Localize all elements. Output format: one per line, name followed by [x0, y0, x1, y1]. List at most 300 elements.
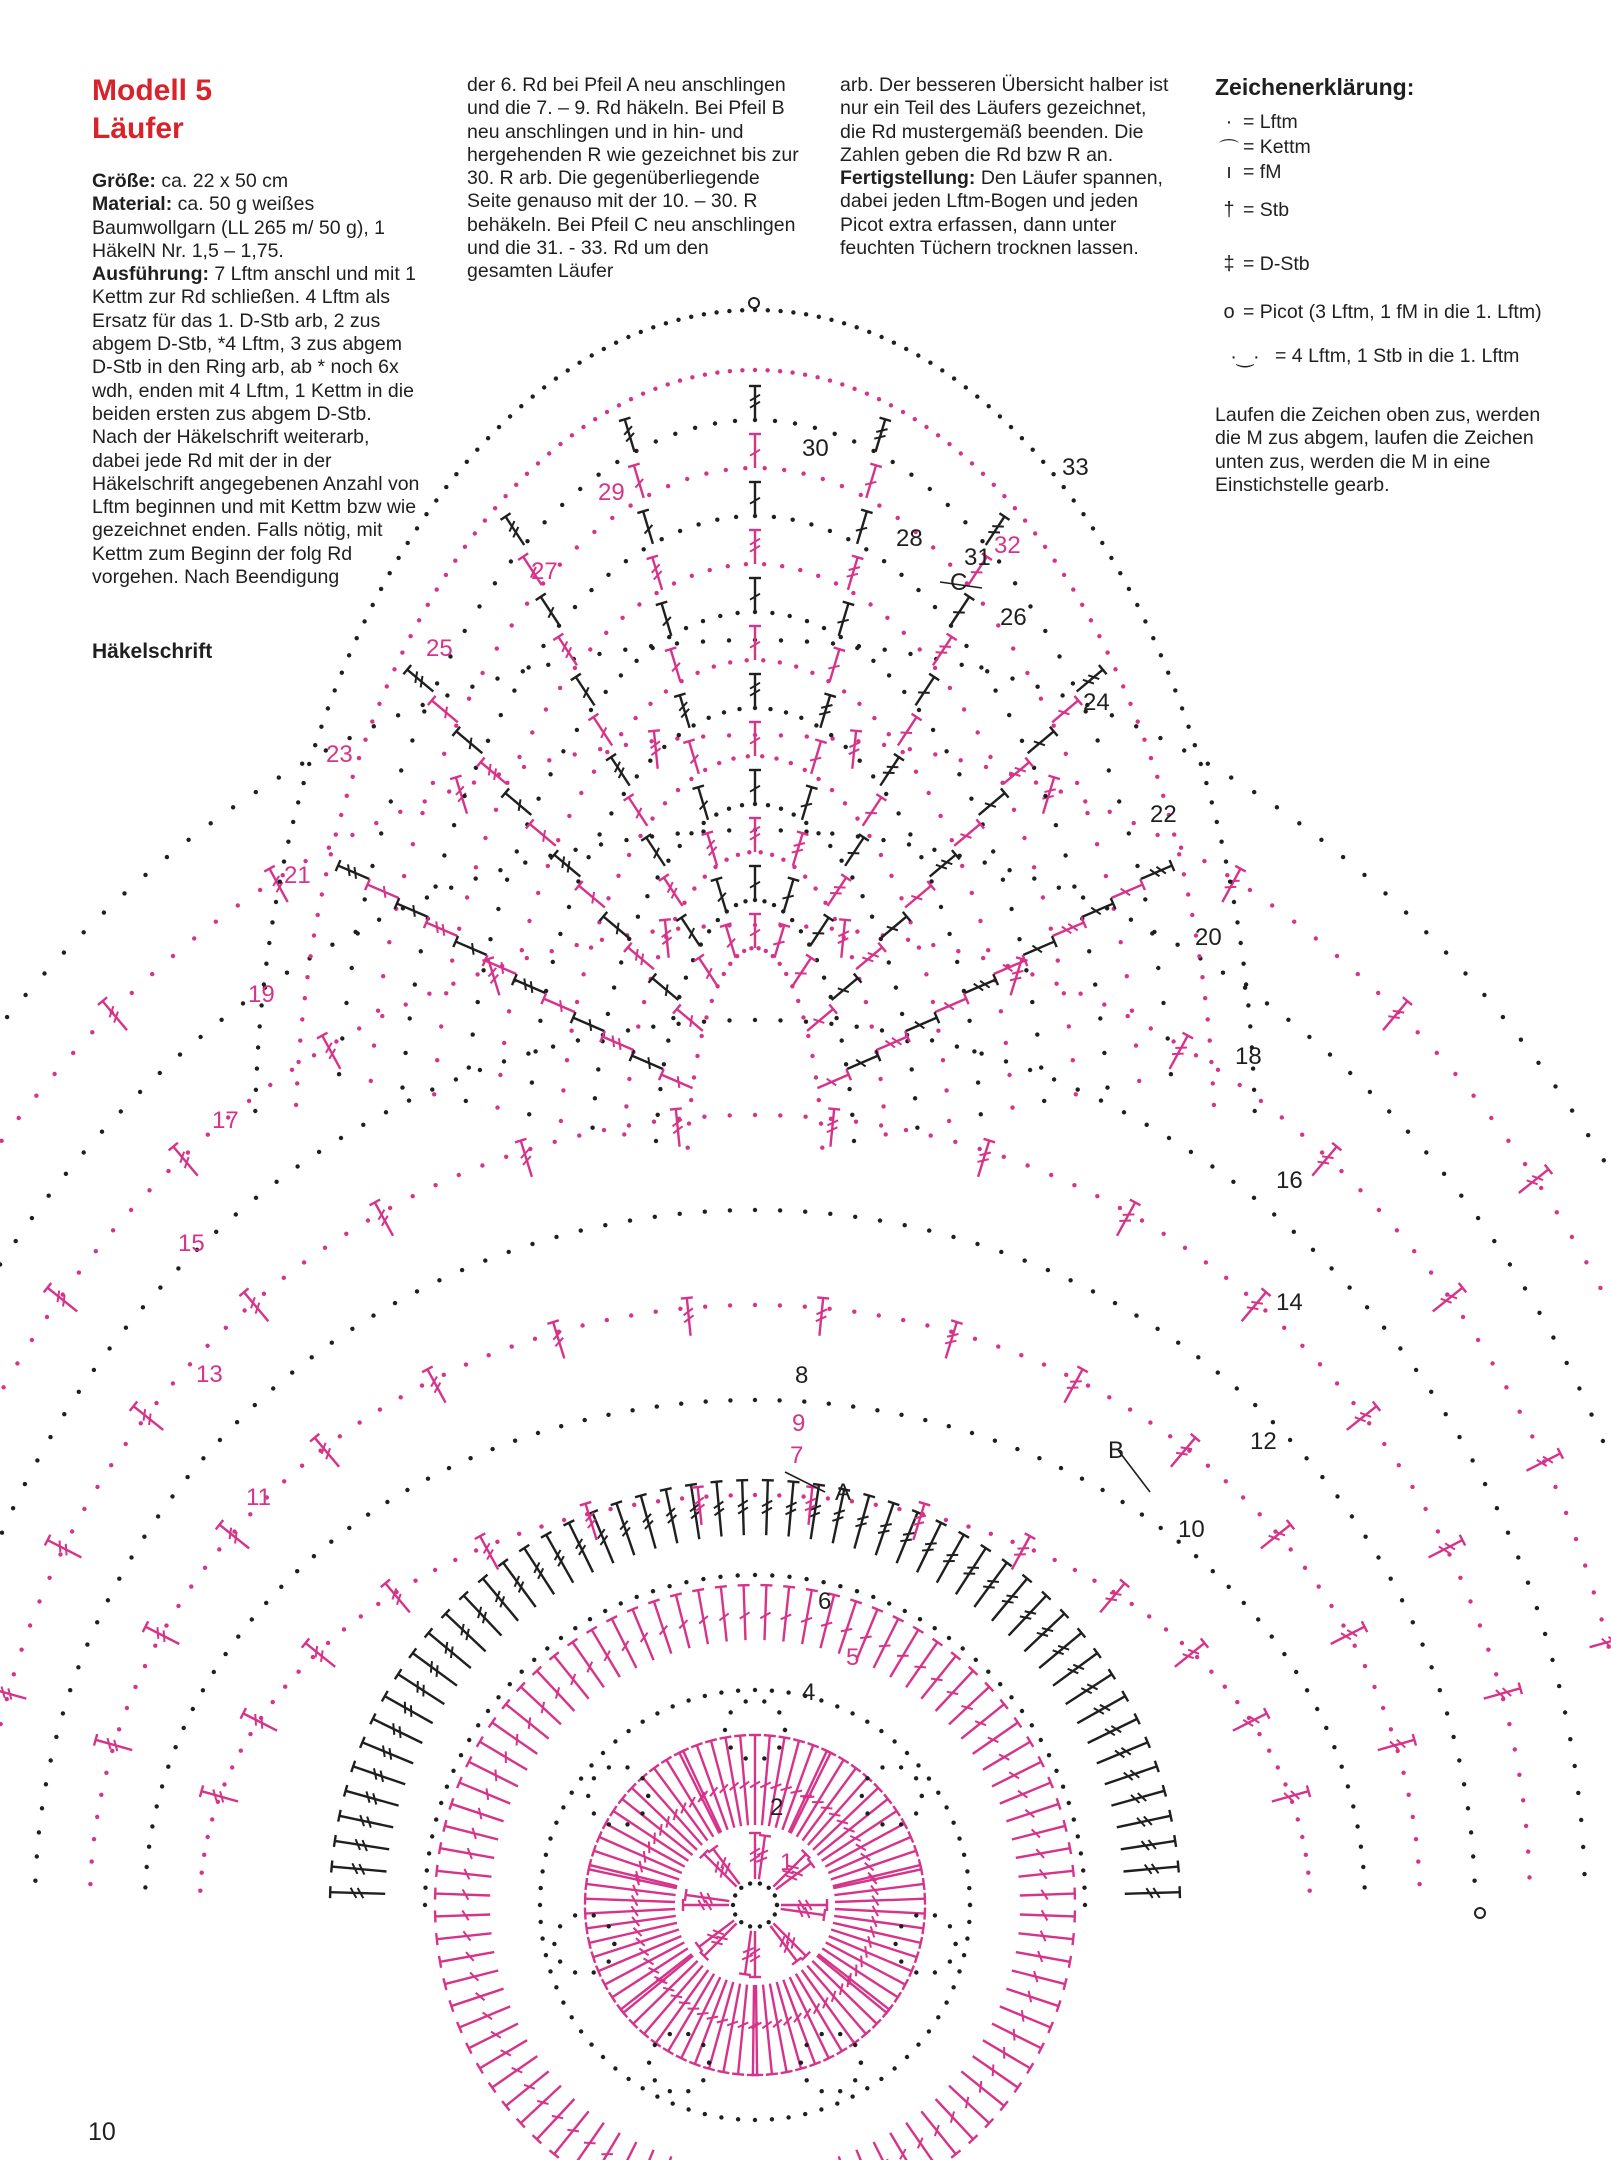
chain-dot — [350, 1327, 354, 1331]
round-label-28: 28 — [896, 525, 923, 552]
chain-dot — [638, 834, 642, 838]
stitch-top — [692, 1486, 704, 1487]
round-4-stitch — [759, 1585, 773, 1640]
stitch-top — [764, 1735, 776, 1736]
chain-dot — [817, 1098, 821, 1102]
chain-dot — [1276, 1765, 1280, 1769]
stitch-stem — [992, 2024, 1041, 2049]
round-label-2: 2 — [770, 1794, 784, 1821]
chain-dot — [879, 335, 883, 339]
execution-text: 7 Lftm anschl und mit 1 Kettm zur Rd schließen. 4 Lftm als Ersatz für das 1. D-Stb arb, 2 zus abgem D-Stb, *4 Lftm, 3 zus abgem D-Stb in den Ring arb, ab * noch 6x wdh, enden mit 4 Lftm, 1 Kettm in die beiden ersten zus abgem D-Stb. Nach der Häkelschrift weiterarb, dabei jede Rd mit der in der Häkelschrift angegebenen Anzahl von Lftm beginnen und mit Kettm bzw wie gezeichnet enden. Falls nötig, mit Kettm zum Beginn der folg Rd vorgehen. Nach Beendigung — [92, 263, 420, 589]
stitch-top — [498, 1559, 508, 1566]
chain-dot — [90, 1859, 94, 1863]
round-4-stitch — [1010, 1820, 1066, 1845]
chain-dot — [117, 1577, 121, 1581]
chain-dot — [323, 1246, 327, 1250]
stitch-bar — [688, 2003, 700, 2013]
petal-stitch — [661, 1757, 718, 1840]
stitch-bar — [556, 1000, 565, 1012]
chain-dot — [1398, 1346, 1402, 1350]
chain-dot — [480, 1163, 484, 1167]
chain-dot — [1320, 1150, 1324, 1154]
stitch-stem — [1006, 1989, 1058, 2006]
chain-dot — [1062, 991, 1066, 995]
chain-dot — [879, 2077, 883, 2081]
chain-dot — [889, 874, 893, 878]
stitch-stem — [856, 2150, 877, 2160]
stitch-bar — [999, 2047, 1009, 2059]
chain-dot — [796, 999, 800, 1003]
chain-dot — [758, 1924, 762, 1928]
stitch-top — [628, 464, 639, 467]
inner-row-stitch — [877, 912, 911, 943]
chain-dot — [690, 375, 694, 379]
chain-dot — [1340, 1765, 1344, 1769]
chain-dot — [1248, 1024, 1252, 1028]
stitch-top — [1413, 1734, 1416, 1746]
chain-dot — [865, 1811, 869, 1815]
chain-dot — [158, 1285, 162, 1289]
stitch-stem — [633, 1609, 654, 1660]
chain-dot — [1458, 1576, 1462, 1580]
chain-dot — [247, 1099, 251, 1103]
chain-dot — [1368, 1090, 1372, 1094]
chain-dot — [1189, 1150, 1193, 1154]
chain-dot — [176, 1604, 180, 1608]
outer-round-stitch — [200, 1785, 240, 1807]
chain-dot — [357, 1420, 361, 1424]
chain-dot — [781, 858, 785, 862]
chain-dot — [809, 522, 813, 526]
chain-dot — [979, 1051, 983, 1055]
chain-dot — [900, 1012, 904, 1016]
chain-dot — [778, 1018, 782, 1022]
chain-dot — [963, 520, 967, 524]
chain-dot — [1199, 762, 1203, 766]
inner-row-stitch — [606, 754, 635, 789]
chain-dot — [308, 954, 312, 958]
chain-dot — [1034, 780, 1038, 784]
chain-dot — [147, 1188, 151, 1192]
chain-dot — [989, 1532, 993, 1536]
chain-dot — [747, 850, 751, 854]
chain-dot — [1087, 949, 1091, 953]
chain-dot — [1091, 1289, 1095, 1293]
stitch-stem — [789, 1482, 794, 1537]
chain-dot — [749, 946, 753, 950]
stitch-bar — [649, 1833, 660, 1845]
inner-row-stitch — [749, 914, 761, 948]
chain-dot — [947, 1424, 951, 1428]
chain-dot — [1164, 1627, 1168, 1631]
inner-row-chain — [527, 706, 983, 1117]
stitch-stem — [492, 2056, 537, 2087]
chain-dot — [1182, 748, 1186, 752]
chain-dot — [338, 1434, 342, 1438]
chain-dot — [451, 982, 455, 986]
chain-dot — [899, 1765, 903, 1769]
inner-row-stitch — [950, 819, 984, 850]
chain-dot — [964, 385, 968, 389]
chain-dot — [556, 838, 560, 842]
chain-dot — [1039, 697, 1043, 701]
chain-dot — [918, 1617, 922, 1621]
chain-dot — [1414, 1837, 1418, 1841]
stitch-stem — [906, 1018, 937, 1031]
stitch-bar — [703, 968, 715, 979]
chain-dot — [464, 1362, 468, 1366]
chain-dot — [859, 2061, 863, 2065]
chain-dot — [813, 886, 817, 890]
chain-dot — [515, 849, 519, 853]
chain-dot — [660, 537, 664, 541]
inner-row-stitch — [536, 593, 565, 628]
round-label-31: 31 — [964, 544, 991, 571]
stitch-stem — [856, 1609, 877, 1660]
chain-dot — [850, 955, 854, 959]
chain-dot — [100, 1130, 104, 1134]
chain-dot — [735, 611, 739, 615]
chain-dot — [258, 1024, 262, 1028]
stitch-stem — [744, 1585, 746, 1640]
stitch-bar — [351, 867, 360, 879]
stitch-top — [951, 1320, 962, 1324]
chain-dot — [1501, 1015, 1505, 1019]
stitch-top — [670, 1593, 682, 1596]
stitch-bar — [395, 1726, 405, 1738]
chain-dot — [1024, 968, 1028, 972]
chain-dot — [944, 2000, 948, 2004]
stitch-top — [1307, 1785, 1310, 1797]
chain-dot — [604, 690, 608, 694]
chain-dot — [1335, 1381, 1339, 1385]
chain-dot — [1270, 1634, 1274, 1638]
chain-dot — [658, 1087, 662, 1091]
chain-dot — [586, 855, 590, 859]
chain-dot — [744, 1756, 748, 1760]
stitch-bar — [860, 1633, 872, 1642]
chain-dot — [766, 803, 770, 807]
chain-dot — [413, 1579, 417, 1583]
chain-dot — [1442, 1172, 1446, 1176]
stitch-stem — [874, 1619, 899, 1668]
stitch-stem — [881, 916, 907, 938]
chain-dot — [1328, 1052, 1332, 1056]
chain-dot — [860, 1794, 864, 1798]
chain-dot — [609, 811, 613, 815]
chain-dot — [1083, 799, 1087, 803]
chain-dot — [620, 616, 624, 620]
chain-dot — [214, 1230, 218, 1234]
stitch-stem — [1242, 1292, 1266, 1321]
chain-dot — [593, 417, 597, 421]
stitch-stem — [1125, 1892, 1180, 1894]
chain-dot — [573, 1970, 577, 1974]
chain-dot — [1002, 494, 1006, 498]
chain-dot — [1223, 1685, 1227, 1689]
chain-dot — [1397, 1463, 1401, 1467]
chain-dot — [1248, 888, 1252, 892]
chain-dot — [407, 1098, 411, 1102]
chain-dot — [171, 1381, 175, 1385]
chain-dot — [998, 1682, 1002, 1686]
stitch-stem — [611, 757, 630, 785]
chain-dot — [678, 844, 682, 848]
chain-dot — [561, 1805, 565, 1809]
chain-dot — [376, 1602, 380, 1606]
inner-row-stitch — [1109, 879, 1145, 903]
chain-dot — [965, 1936, 969, 1940]
chain-dot — [993, 688, 997, 692]
stitch-bar — [856, 1841, 866, 1853]
chain-dot — [724, 468, 728, 472]
chain-dot — [1523, 1162, 1527, 1166]
inner-row-stitch — [833, 602, 854, 638]
chain-dot — [1221, 971, 1225, 975]
chain-dot — [880, 1028, 884, 1032]
chain-dot — [551, 960, 555, 964]
round-4-stitch — [439, 1842, 495, 1864]
chain-dot — [739, 1920, 743, 1924]
chain-dot — [791, 310, 795, 314]
chain-dot — [1320, 1475, 1324, 1479]
chain-dot — [77, 1390, 81, 1394]
chain-dot — [553, 1140, 557, 1144]
chain-dot — [558, 932, 562, 936]
chain-dot — [186, 838, 190, 842]
chain-dot — [291, 820, 295, 824]
chain-dot — [1143, 897, 1147, 901]
chain-dot — [329, 852, 333, 856]
chain-dot — [908, 652, 912, 656]
chain-dot — [948, 686, 952, 690]
inner-row-stitch — [796, 786, 817, 822]
chain-dot — [590, 1126, 594, 1130]
chain-dot — [748, 1881, 752, 1885]
stitch-stem — [435, 1915, 490, 1917]
chain-dot — [1142, 738, 1146, 742]
chain-dot — [726, 564, 730, 568]
chain-dot — [1598, 1286, 1602, 1290]
chain-dot — [1346, 1784, 1350, 1788]
outer-round-stitch — [846, 730, 862, 769]
stitch-bar — [501, 1751, 511, 1763]
chain-dot — [684, 1580, 688, 1584]
chain-dot — [422, 709, 426, 713]
petal-stitch — [757, 1984, 778, 2075]
chain-dot — [525, 956, 529, 960]
chain-dot — [704, 1399, 708, 1403]
inner-row-stitch — [1021, 936, 1057, 960]
section-heading: Häkelschrift — [92, 640, 213, 663]
chain-dot — [673, 432, 677, 436]
continuation-text: der 6. Rd bei Pfeil A neu anschlingen und die 7. – 9. Rd häkeln. Bei Pfeil B neu anschlingen und in hin- und hergehenden R wie gezeichnet bis zur 30. R arb. Die gegenüberliegende Seite genauso mit der 10. – 30. R behäkeln. Bei Pfeil C neu anschlingen und die 31. - 33. Rd um den gesamten Läufer — [467, 74, 799, 283]
chain-dot — [828, 844, 832, 848]
stitch-bar — [922, 1545, 934, 1555]
chain-dot — [1093, 982, 1097, 986]
stitch-top — [436, 1865, 437, 1877]
chain-dot — [646, 1794, 650, 1798]
chain-dot — [497, 425, 501, 429]
chain-dot — [503, 494, 507, 498]
chain-dot — [1429, 1665, 1433, 1669]
chain-dot — [125, 1706, 129, 1710]
chain-dot — [271, 1700, 275, 1704]
chain-dot — [377, 918, 381, 922]
stitch-stem — [1000, 1783, 1051, 1804]
chain-dot — [903, 1223, 907, 1227]
chain-dot — [965, 1869, 969, 1873]
chain-dot — [527, 919, 531, 923]
chain-dot — [90, 1030, 94, 1034]
chain-dot — [575, 1000, 579, 1004]
petal-stitch — [829, 1924, 918, 1963]
chain-dot — [844, 745, 848, 749]
chain-dot — [154, 1401, 158, 1405]
outer-round-stitch — [239, 1288, 273, 1325]
chain-dot — [777, 1745, 781, 1749]
chain-dot — [668, 2089, 672, 2093]
inner-row-stitch — [787, 832, 808, 868]
stitch-top — [859, 834, 869, 841]
inner-row-stitch — [637, 510, 658, 546]
chain-dot — [242, 1308, 246, 1312]
chain-dot — [290, 1370, 294, 1374]
chain-dot — [1423, 1507, 1427, 1511]
stitch-top — [536, 593, 546, 600]
stitch-stem — [437, 1933, 492, 1939]
chain-dot — [666, 484, 670, 488]
chain-dot — [1180, 1641, 1184, 1645]
stitch-bar — [686, 928, 698, 939]
inner-row-stitch — [805, 740, 826, 776]
chain-dot — [736, 1573, 740, 1577]
chain-dot — [664, 689, 668, 693]
chain-dot — [951, 1821, 955, 1825]
chain-dot — [992, 483, 996, 487]
stitch-bar — [1119, 1216, 1131, 1226]
outer-round-stitch — [310, 1434, 344, 1471]
stitch-stem — [890, 2133, 918, 2160]
chain-dot — [442, 853, 446, 857]
chain-dot — [212, 1670, 216, 1674]
stitch-stem — [429, 1633, 471, 1668]
chain-dot — [575, 728, 579, 732]
chain-dot — [914, 1970, 918, 1974]
chain-dot — [95, 1620, 99, 1624]
stitch-stem — [459, 2006, 510, 2027]
chain-dot — [258, 888, 262, 892]
chain-dot — [950, 838, 954, 842]
stitch-top — [648, 730, 660, 731]
chain-dot — [703, 2112, 707, 2116]
chain-dot — [372, 724, 376, 728]
chain-dot — [803, 2112, 807, 2116]
stitch-bar — [483, 1788, 492, 1800]
round-6-stitch — [783, 1481, 800, 1537]
inner-row-stitch — [624, 943, 658, 974]
chain-dot — [896, 516, 900, 520]
stitch-stem — [335, 1841, 389, 1849]
chain-dot — [712, 664, 716, 668]
chain-dot — [897, 1507, 901, 1511]
chain-dot — [707, 716, 711, 720]
chain-dot — [1324, 1726, 1328, 1730]
chain-dot — [656, 1113, 660, 1117]
chain-dot — [502, 1041, 506, 1045]
chain-dot — [612, 985, 616, 989]
stitch-stem — [863, 797, 882, 825]
chain-dot — [707, 2061, 711, 2065]
chain-dot — [770, 1573, 774, 1577]
chain-dot — [773, 1912, 777, 1916]
chain-dot — [14, 1239, 18, 1243]
chain-dot — [913, 1096, 917, 1100]
chain-dot — [545, 1646, 549, 1650]
stitch-top — [839, 919, 851, 920]
chain-dot — [1414, 1368, 1418, 1372]
chain-dot — [819, 2107, 823, 2111]
chain-dot — [831, 641, 835, 645]
chain-dot — [347, 653, 351, 657]
outer-round-stitch — [370, 1200, 399, 1239]
round-6-stitch — [331, 1861, 387, 1878]
chain-dot — [1563, 1710, 1567, 1714]
chain-dot — [1355, 1824, 1359, 1828]
chain-dot — [1494, 1672, 1498, 1676]
petal-chain-loop — [893, 1913, 957, 1975]
chain-dot — [1244, 982, 1248, 986]
chain-dot — [829, 733, 833, 737]
chain-dot — [792, 812, 796, 816]
chain-dot — [714, 812, 718, 816]
chain-dot — [1280, 1115, 1284, 1119]
chain-dot — [430, 1087, 434, 1091]
stitch-stem — [783, 1587, 789, 1642]
chain-dot — [1054, 1769, 1058, 1773]
stitch-top — [720, 1737, 732, 1739]
stitch-stem — [1052, 700, 1078, 722]
stitch-stem — [445, 1971, 498, 1985]
outer-round-stitch — [1328, 1621, 1367, 1649]
chain-dot — [929, 1133, 933, 1137]
chain-dot — [1128, 702, 1132, 706]
stitch-stem — [974, 1563, 1007, 1607]
chain-dot — [645, 894, 649, 898]
stitch-stem — [592, 1630, 620, 1677]
chain-dot — [513, 1439, 517, 1443]
chain-dot — [650, 816, 654, 820]
stitch-top — [553, 634, 563, 641]
chain-dot — [676, 1022, 680, 1026]
chain-dot — [508, 1682, 512, 1686]
chain-dot — [1097, 634, 1101, 638]
chain-dot — [607, 1959, 611, 1963]
stitch-top — [783, 1586, 795, 1587]
chain-dot — [551, 1044, 555, 1048]
petal-chain-loop — [552, 1913, 616, 1975]
round-label-25: 25 — [426, 635, 453, 662]
stitch-stem — [717, 1482, 722, 1537]
chain-dot — [1404, 910, 1408, 914]
chain-dot — [1057, 654, 1061, 658]
stitch-stem — [847, 1056, 878, 1069]
round-4-stitch — [450, 1983, 506, 2012]
chain-dot — [526, 1051, 530, 1055]
chain-dot — [1009, 425, 1013, 429]
chain-dot — [805, 619, 809, 623]
chain-dot — [899, 1822, 903, 1826]
